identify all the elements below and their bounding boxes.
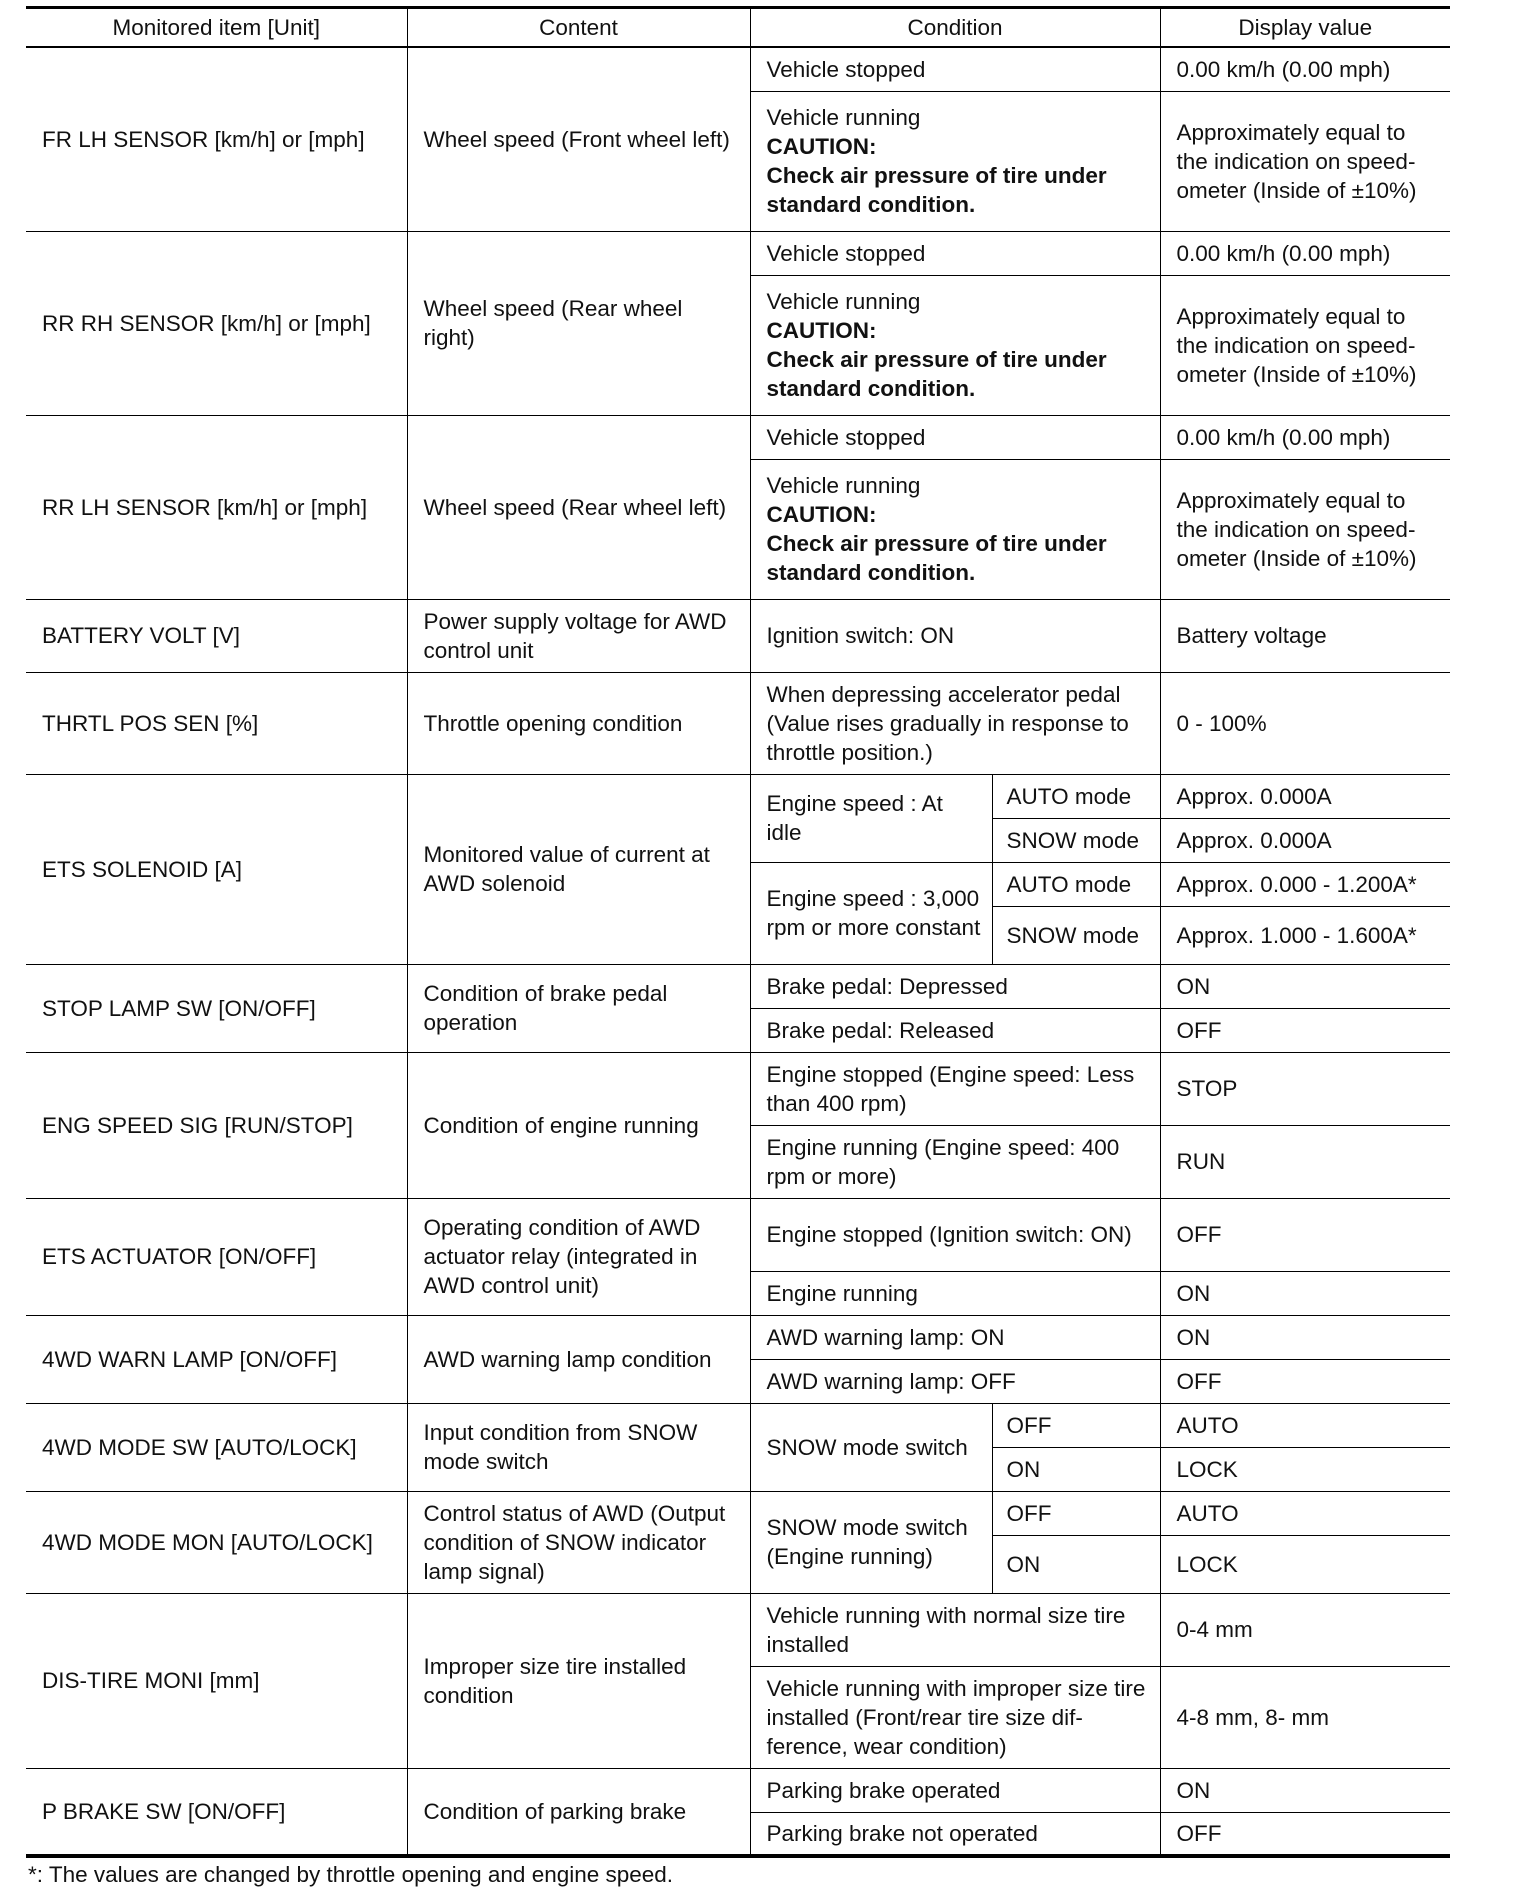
condition-cell: Ignition switch: ON: [750, 599, 1160, 672]
header-row: [26, 8, 1450, 48]
table-row: [26, 1198, 1450, 1271]
condition-text: Vehicle running: [766, 473, 921, 498]
condition-cell: SNOW mode switch (Engine running): [750, 1491, 992, 1593]
caution-label: CAUTION:: [766, 134, 877, 159]
display-cell: ON: [1160, 964, 1450, 1008]
table-row: [26, 672, 1450, 774]
caution-label: CAUTION:: [766, 318, 877, 343]
display-cell: Battery voltage: [1160, 599, 1450, 672]
table-row: [26, 47, 1450, 91]
content-cell: Improper size tire installed condition: [407, 1593, 750, 1768]
item-cell: RR LH SENSOR [km/h] or [mph]: [26, 415, 407, 599]
display-cell: OFF: [1160, 1359, 1450, 1403]
header-condition: Condition: [750, 8, 1160, 48]
document: [26, 6, 1450, 1888]
content-cell: Power supply voltage for AWD control unit: [407, 599, 750, 672]
caution-text: Check air pressure of tire under standard condition.: [766, 347, 1107, 401]
display-cell: 0.00 km/h (0.00 mph): [1160, 231, 1450, 275]
header-display: Display value: [1160, 8, 1450, 48]
display-cell: STOP: [1160, 1052, 1450, 1125]
content-cell: Wheel speed (Front wheel left): [407, 47, 750, 231]
mode-cell: ON: [992, 1447, 1160, 1491]
table-row: [26, 1315, 1450, 1359]
table-row: [26, 1768, 1450, 1812]
condition-cell: Parking brake not operated: [750, 1812, 1160, 1856]
condition-cell: Parking brake operated: [750, 1768, 1160, 1812]
table-row: [26, 1403, 1450, 1447]
item-cell: ETS SOLENOID [A]: [26, 774, 407, 964]
footnote: *: The values are changed by throttle opening and engine speed.: [28, 1862, 674, 1887]
display-cell: Approx. 0.000A: [1160, 818, 1450, 862]
item-cell: FR LH SENSOR [km/h] or [mph]: [26, 47, 407, 231]
mode-cell: AUTO mode: [992, 862, 1160, 906]
display-cell: 0.00 km/h (0.00 mph): [1160, 415, 1450, 459]
display-cell: RUN: [1160, 1125, 1450, 1198]
condition-cell: AWD warning lamp: ON: [750, 1315, 1160, 1359]
header-item: Monitored item [Unit]: [26, 8, 407, 48]
item-cell: ENG SPEED SIG [RUN/STOP]: [26, 1052, 407, 1198]
display-cell: OFF: [1160, 1008, 1450, 1052]
condition-cell: Engine speed : At idle: [750, 774, 992, 862]
display-cell: AUTO: [1160, 1491, 1450, 1535]
content-cell: Throttle opening condition: [407, 672, 750, 774]
condition-cell: Engine running: [750, 1271, 1160, 1315]
condition-cell: Vehicle running with normal size tire installed: [750, 1593, 1160, 1666]
item-cell: 4WD WARN LAMP [ON/OFF]: [26, 1315, 407, 1403]
display-cell: OFF: [1160, 1198, 1450, 1271]
condition-cell: When depressing accelerator pedal (Value rises gradually in response to throttle position.): [750, 672, 1160, 774]
condition-cell: Brake pedal: Depressed: [750, 964, 1160, 1008]
content-cell: Control status of AWD (Output condition of SNOW indicator lamp signal): [407, 1491, 750, 1593]
condition-cell: Vehicle stopped: [750, 415, 1160, 459]
table-row: [26, 1491, 1450, 1535]
display-cell: ON: [1160, 1315, 1450, 1359]
mode-cell: OFF: [992, 1403, 1160, 1447]
mode-cell: SNOW mode: [992, 818, 1160, 862]
mode-cell: OFF: [992, 1491, 1160, 1535]
table-row: [26, 599, 1450, 672]
condition-cell: AWD warning lamp: OFF: [750, 1359, 1160, 1403]
caution-label: CAUTION:: [766, 502, 877, 527]
table-row: [26, 231, 1450, 275]
condition-cell: [750, 275, 1160, 415]
content-cell: Condition of brake pedal operation: [407, 964, 750, 1052]
display-cell: Approximately equal to the indication on speed-ometer (Inside of ±10%): [1160, 275, 1450, 415]
item-cell: BATTERY VOLT [V]: [26, 599, 407, 672]
display-cell: OFF: [1160, 1812, 1450, 1856]
item-cell: THRTL POS SEN [%]: [26, 672, 407, 774]
display-cell: LOCK: [1160, 1535, 1450, 1593]
item-cell: P BRAKE SW [ON/OFF]: [26, 1768, 407, 1856]
item-cell: RR RH SENSOR [km/h] or [mph]: [26, 231, 407, 415]
content-cell: Condition of engine running: [407, 1052, 750, 1198]
item-cell: ETS ACTUATOR [ON/OFF]: [26, 1198, 407, 1315]
caution-text: Check air pressure of tire under standard condition.: [766, 163, 1107, 217]
display-cell: 0-4 mm: [1160, 1593, 1450, 1666]
table-row: [26, 415, 1450, 459]
content-cell: AWD warning lamp condition: [407, 1315, 750, 1403]
display-cell: ON: [1160, 1768, 1450, 1812]
display-cell: ON: [1160, 1271, 1450, 1315]
display-cell: Approx. 1.000 - 1.600A*: [1160, 906, 1450, 964]
caution-text: Check air pressure of tire under standard condition.: [766, 531, 1107, 585]
content-cell: Wheel speed (Rear wheel left): [407, 415, 750, 599]
item-cell: 4WD MODE SW [AUTO/LOCK]: [26, 1403, 407, 1491]
condition-text: Vehicle running: [766, 289, 921, 314]
item-cell: 4WD MODE MON [AUTO/LOCK]: [26, 1491, 407, 1593]
display-cell: 0 - 100%: [1160, 672, 1450, 774]
condition-cell: Engine stopped (Ignition switch: ON): [750, 1198, 1160, 1271]
display-cell: Approx. 0.000 - 1.200A*: [1160, 862, 1450, 906]
table-row: [26, 1052, 1450, 1125]
condition-cell: [750, 91, 1160, 231]
display-cell: Approximately equal to the indication on speed-ometer (Inside of ±10%): [1160, 91, 1450, 231]
condition-cell: Engine speed : 3,000 rpm or more constant: [750, 862, 992, 964]
mode-cell: AUTO mode: [992, 774, 1160, 818]
condition-cell: Brake pedal: Released: [750, 1008, 1160, 1052]
content-cell: Operating condition of AWD actuator relay (integrated in AWD control unit): [407, 1198, 750, 1315]
table-row: [26, 1593, 1450, 1666]
display-cell: 4-8 mm, 8- mm: [1160, 1666, 1450, 1768]
condition-cell: Engine running (Engine speed: 400 rpm or more): [750, 1125, 1160, 1198]
content-cell: Condition of parking brake: [407, 1768, 750, 1856]
table-row: [26, 774, 1450, 818]
mode-cell: SNOW mode: [992, 906, 1160, 964]
condition-cell: Engine stopped (Engine speed: Less than 400 rpm): [750, 1052, 1160, 1125]
content-cell: Wheel speed (Rear wheel right): [407, 231, 750, 415]
display-cell: LOCK: [1160, 1447, 1450, 1491]
condition-text: Vehicle running: [766, 105, 921, 130]
mode-cell: ON: [992, 1535, 1160, 1593]
item-cell: DIS-TIRE MONI [mm]: [26, 1593, 407, 1768]
condition-cell: Vehicle stopped: [750, 231, 1160, 275]
condition-cell: SNOW mode switch: [750, 1403, 992, 1491]
condition-cell: [750, 459, 1160, 599]
content-cell: Monitored value of current at AWD solenoid: [407, 774, 750, 964]
condition-cell: Vehicle running with improper size tire installed (Front/rear tire size dif-ference, wear condition): [750, 1666, 1160, 1768]
display-cell: 0.00 km/h (0.00 mph): [1160, 47, 1450, 91]
header-content: Content: [407, 8, 750, 48]
table-row: [26, 964, 1450, 1008]
display-cell: Approximately equal to the indication on speed-ometer (Inside of ±10%): [1160, 459, 1450, 599]
content-cell: Input condition from SNOW mode switch: [407, 1403, 750, 1491]
item-cell: STOP LAMP SW [ON/OFF]: [26, 964, 407, 1052]
display-cell: AUTO: [1160, 1403, 1450, 1447]
display-cell: Approx. 0.000A: [1160, 774, 1450, 818]
monitor-table: [26, 6, 1450, 1858]
condition-cell: Vehicle stopped: [750, 47, 1160, 91]
